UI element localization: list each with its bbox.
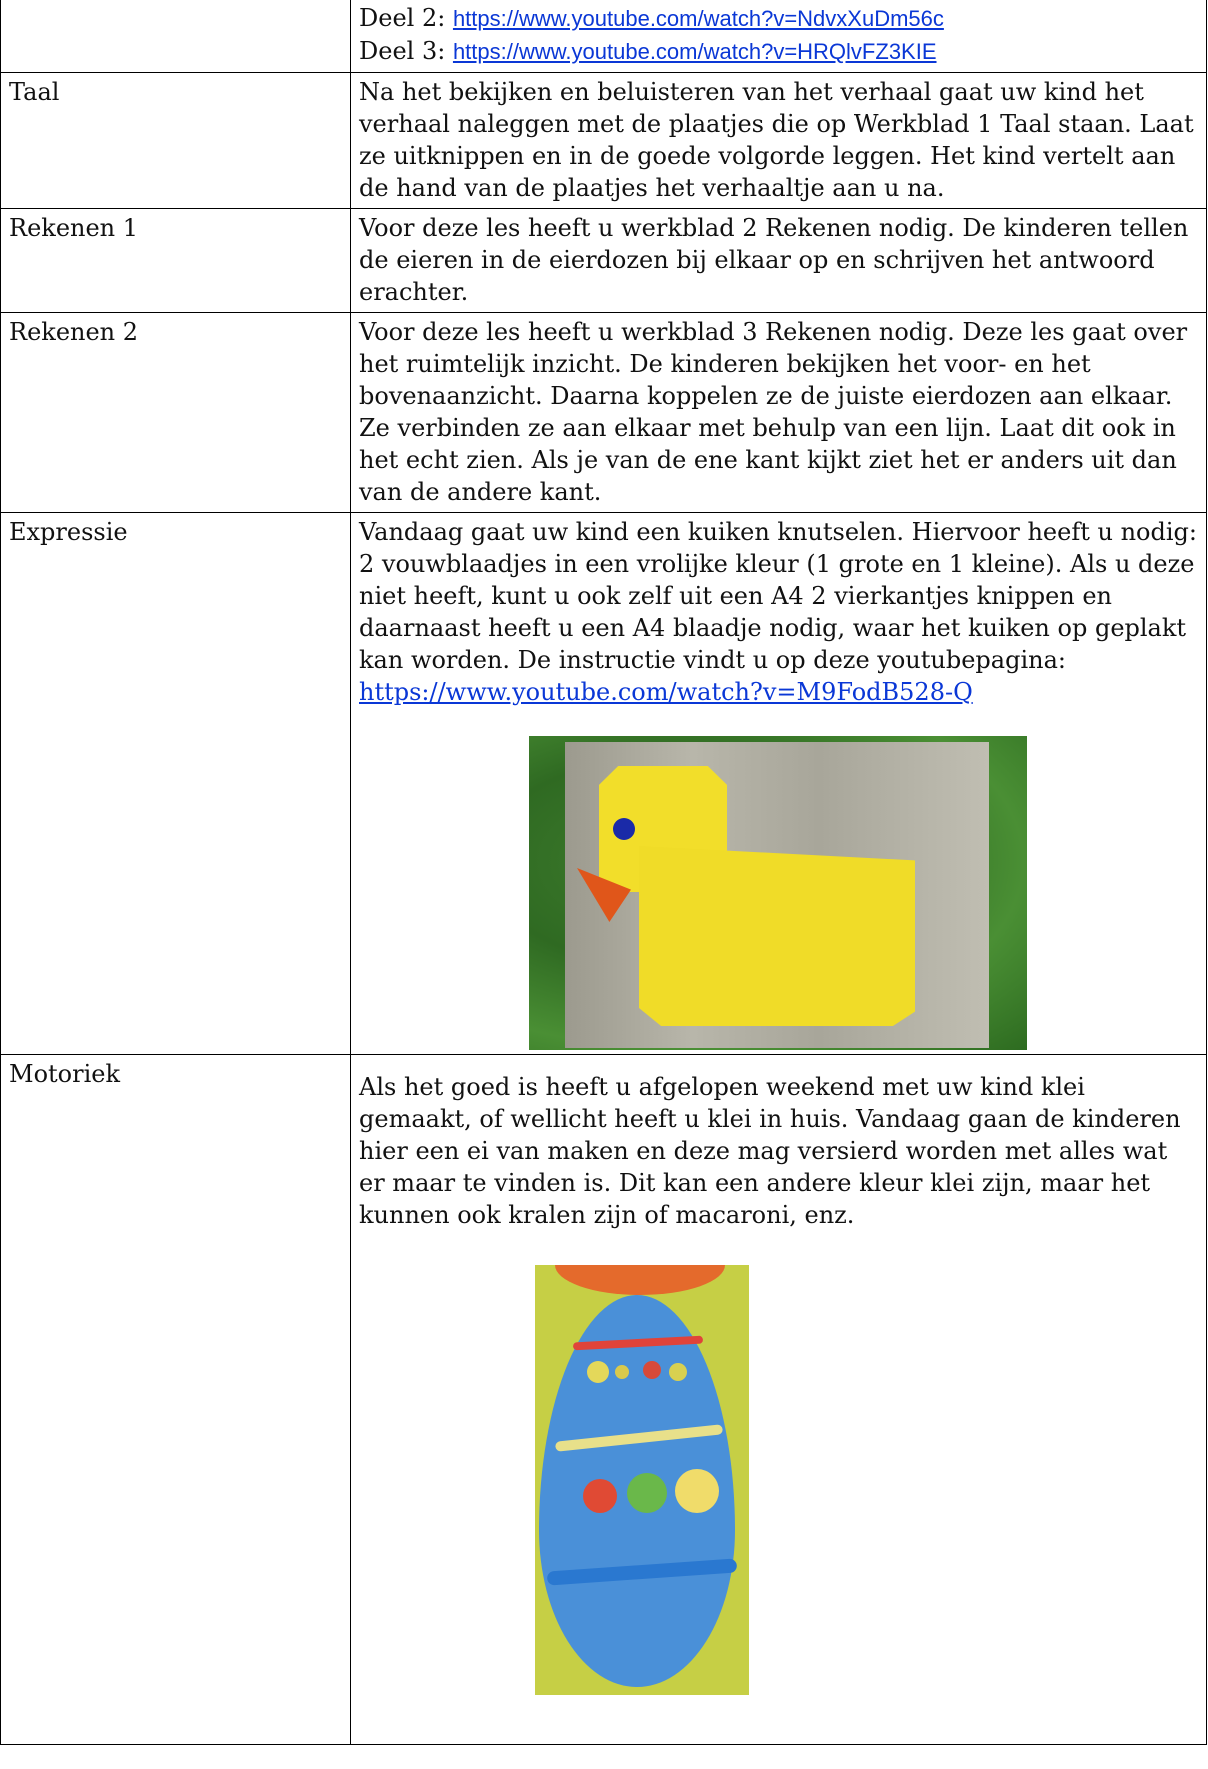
deel-2-link[interactable]: https://www.youtube.com/watch?v=NdvxXuDm56c — [452, 6, 944, 31]
table-row — [1, 313, 1207, 513]
deel-3-prefix: Deel 3: — [359, 37, 453, 65]
deel-2-line — [359, 2, 1199, 35]
row-content-motoriek — [351, 1055, 1207, 1745]
row-text-rekenen-2: Voor deze les heeft u werkblad 3 Rekenen nodig. Deze les gaat over het ruimtelijk inzicht. De kinderen bekijken het voor- en het bovenaanzicht. Daarna koppelen ze de juiste eierdozen aan elkaar. Ze verbinden ze aan elkaar met behulp van een lijn. Laat dit ook in het echt zien. Als je van de ene kant kijkt ziet het er anders uit dan van de andere kant. — [351, 313, 1207, 513]
row-content — [351, 0, 1207, 73]
deel-3-line — [359, 35, 1199, 68]
row-label-motoriek: Motoriek — [1, 1055, 351, 1745]
table-row — [1, 73, 1207, 209]
deel-2-prefix: Deel 2: — [359, 4, 453, 32]
table-row — [1, 1055, 1207, 1745]
row-label-empty — [1, 0, 351, 73]
table-row — [1, 209, 1207, 313]
egg-image-wrap — [359, 1265, 1199, 1695]
table-row — [1, 0, 1207, 73]
row-label-rekenen-1: Rekenen 1 — [1, 209, 351, 313]
chick-image-wrap — [359, 736, 1199, 1050]
chick-craft-image — [529, 736, 1027, 1050]
table-row — [1, 513, 1207, 1055]
expressie-youtube-link[interactable]: https://www.youtube.com/watch?v=M9FodB528-Q — [359, 678, 973, 706]
row-text-rekenen-1: Voor deze les heeft u werkblad 2 Rekenen nodig. De kinderen tellen de eieren in de eierdozen bij elkaar op en schrijven het antwoord erachter. — [351, 209, 1207, 313]
row-text-taal: Na het bekijken en beluisteren van het verhaal gaat uw kind het verhaal naleggen met de plaatjes die op Werkblad 1 Taal staan. Laat ze uitknippen en in de goede volgorde leggen. Het kind vertelt aan de hand van de plaatjes het verhaaltje aan u na. — [351, 73, 1207, 209]
row-label-taal: Taal — [1, 73, 351, 209]
clay-egg-image — [535, 1265, 749, 1695]
row-label-rekenen-2: Rekenen 2 — [1, 313, 351, 513]
expressie-text: Vandaag gaat uw kind een kuiken knutselen. Hiervoor heeft u nodig: 2 vouwblaadjes in een vrolijke kleur (1 grote en 1 kleine). Als u deze niet heeft, kunt u ook zelf uit een A4 2 vierkantjes knippen en daarnaast heeft u een A4 blaadje nodig, waar het kuiken op geplakt kan worden. De instructie vindt u op deze youtubepagina: — [359, 518, 1197, 674]
row-content-expressie — [351, 513, 1207, 1055]
row-label-expressie: Expressie — [1, 513, 351, 1055]
deel-3-link[interactable]: https://www.youtube.com/watch?v=HRQlvFZ3KIE — [452, 39, 937, 64]
motoriek-text: Als het goed is heeft u afgelopen weekend met uw kind klei gemaakt, of wellicht heeft u klei in huis. Vandaag gaan de kinderen hier een ei van maken en deze mag versierd worden met alles wat er maar te vinden is. Dit kan een andere kleur klei zijn, maar het kunnen ook kralen zijn of macaroni, enz. — [359, 1073, 1181, 1229]
